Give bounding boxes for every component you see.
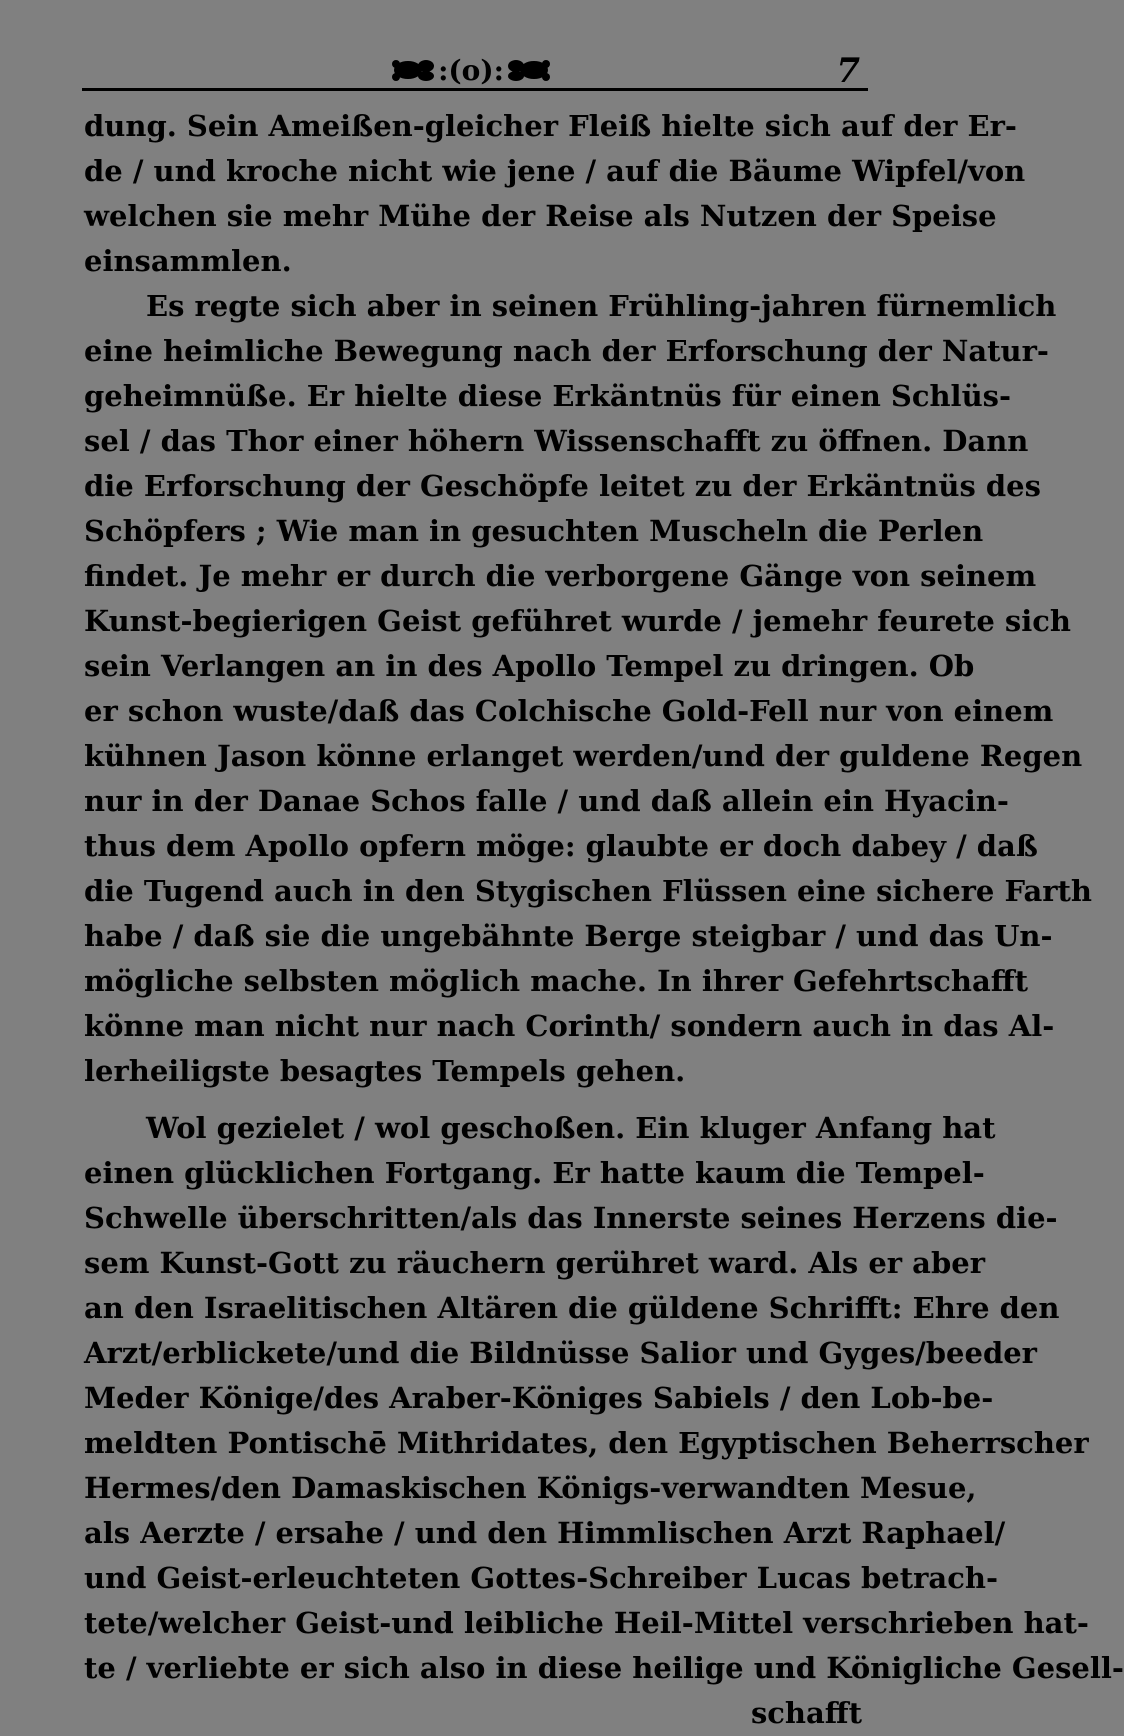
text-line: und Geist-erleuchteten Gottes-Schreiber Lucas betrach- xyxy=(84,1561,998,1595)
text-line: die Tugend auch in den Stygischen Flüssen eine sichere Farth xyxy=(84,874,1093,908)
ornament-text: :(o): xyxy=(438,54,504,87)
text-line: mögliche selbsten möglich mache. In ihrer Gefehrtschafft xyxy=(84,964,1029,998)
body-text xyxy=(84,104,1124,1736)
paragraph-start-line: Wol gezielet / wol geschoßen. Ein kluger Anfang hat xyxy=(146,1111,996,1145)
text-line: könne man nicht nur nach Corinth/ sondern auch in das Al- xyxy=(84,1009,1055,1043)
text-line: kühnen Jason könne erlanget werden/und der guldene Regen xyxy=(84,739,1083,773)
text-line: sel / das Thor einer höhern Wissenschafft zu öffnen. Dann xyxy=(84,424,1029,458)
text-line: Hermes/den Damaskischen Königs-verwandten Mesue, xyxy=(84,1471,977,1505)
text-line: geheimnüße. Er hielte diese Erkäntnüs für einen Schlüs- xyxy=(84,379,1012,413)
text-line: Schöpfers ; Wie man in gesuchten Muscheln die Perlen xyxy=(84,514,984,548)
ornament-icon xyxy=(386,52,556,88)
text-line: einsammlen. xyxy=(84,244,292,278)
page-number: 7 xyxy=(836,51,860,91)
text-line: tete/welcher Geist-und leibliche Heil-Mittel verschrieben hat- xyxy=(84,1606,1089,1640)
text-line: einen glücklichen Fortgang. Er hatte kaum die Tempel- xyxy=(84,1156,985,1190)
text-line: welchen sie mehr Mühe der Reise als Nutzen der Speise xyxy=(84,199,997,233)
text-line: de / und kroche nicht wie jene / auf die Bäume Wipfel/von xyxy=(84,154,1026,188)
text-line: Arzt/erblickete/und die Bildnüsse Salior und Gyges/beeder xyxy=(84,1336,1037,1370)
text-line: Meder Könige/des Araber-Königes Sabiels / den Lob-be- xyxy=(84,1381,994,1415)
text-line: meldten Pontischē Mithridates, den Egyptischen Beherrscher xyxy=(84,1426,1089,1460)
text-line: eine heimliche Bewegung nach der Erforschung der Natur- xyxy=(84,334,1049,368)
text-line: er schon wuste/daß das Colchische Gold-Fell nur von einem xyxy=(84,694,1054,728)
text-line: Kunst-begierigen Geist geführet wurde / jemehr feurete sich xyxy=(84,604,1071,638)
text-line: findet. Je mehr er durch die verborgene Gänge von seinem xyxy=(84,559,1037,593)
text-line: nur in der Danae Schos falle / und daß allein ein Hyacin- xyxy=(84,784,1009,818)
text-line: als Aerzte / ersahe / und den Himmlischen Arzt Raphael/ xyxy=(84,1516,1006,1550)
text-line: lerheiligste besagtes Tempels gehen. xyxy=(84,1054,686,1088)
text-line: te / verliebte er sich also in diese heilige und Königliche Gesell- xyxy=(84,1651,1124,1685)
text-line: an den Israelitischen Altären die güldene Schrifft: Ehre den xyxy=(84,1291,1060,1325)
text-line: sein Verlangen an in des Apollo Tempel zu dringen. Ob xyxy=(84,649,975,683)
text-line: sem Kunst-Gott zu räuchern gerühret ward. Als er aber xyxy=(84,1246,985,1280)
catchword: schafft xyxy=(750,1696,862,1730)
text-line: habe / daß sie die ungebähnte Berge steigbar / und das Un- xyxy=(84,919,1053,953)
text-line: die Erforschung der Geschöpfe leitet zu der Erkäntnüs des xyxy=(84,469,1041,503)
paragraph-start-line: Es regte sich aber in seinen Frühling-jahren fürnemlich xyxy=(146,289,1057,323)
page-header xyxy=(82,52,868,96)
text-line: Schwelle überschritten/als das Innerste seines Herzens die- xyxy=(84,1201,1058,1235)
header-rule xyxy=(82,88,868,91)
text-line: thus dem Apollo opfern möge: glaubte er doch dabey / daß xyxy=(84,829,1038,863)
text-line: dung. Sein Ameißen-gleicher Fleiß hielte sich auf der Er- xyxy=(84,109,1017,143)
